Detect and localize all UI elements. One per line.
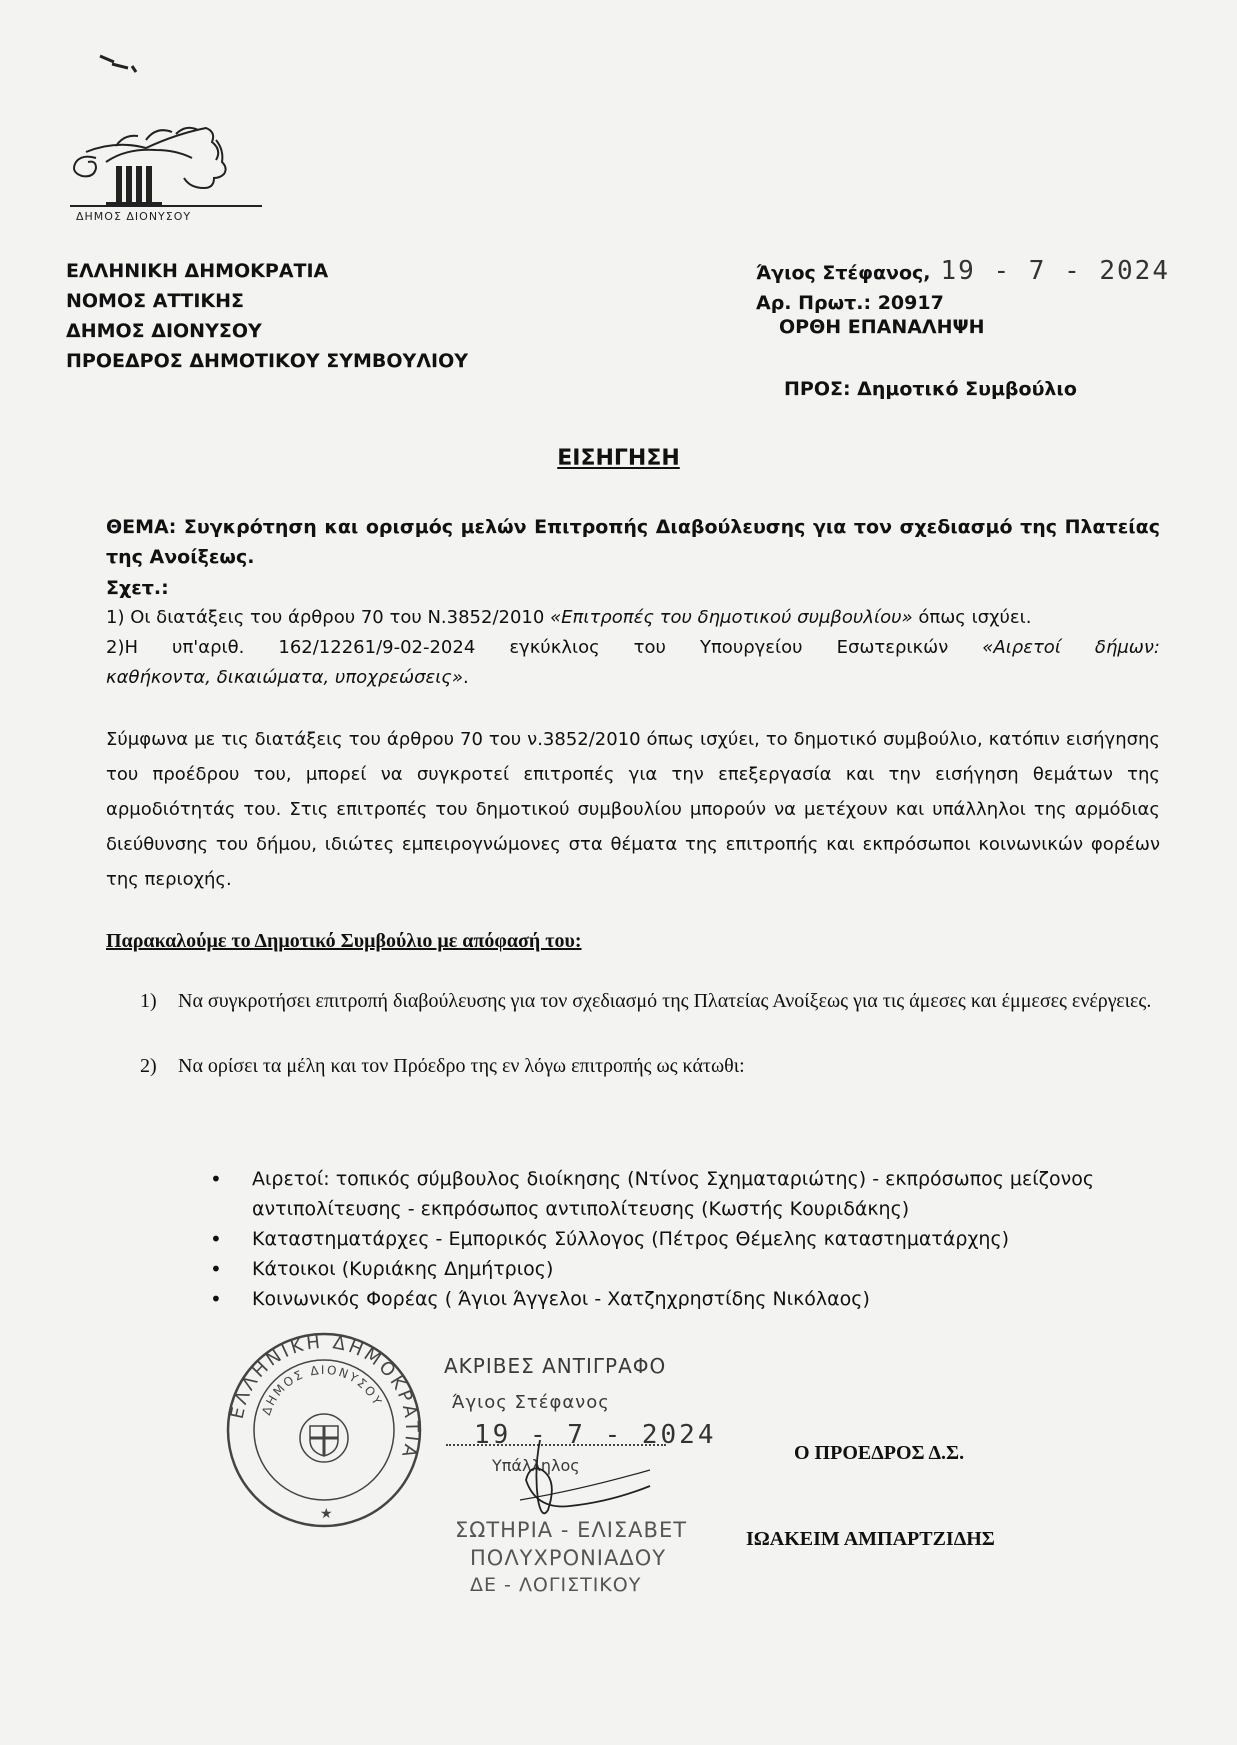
bullet-icon: • [210,1167,222,1191]
handwritten-date: 19 - 7 - 2024 [940,256,1170,286]
municipality-logo [66,118,266,230]
svg-text:ΔΗΜΟΣ ΔΙΟΝΥΣΟΥ [259,1363,385,1417]
logo-text: ΔΗΜΟΣ ΔΙΟΝΥΣΟΥ [76,210,192,223]
header-line: ΝΟΜΟΣ ΑΤΤΙΚΗΣ [66,290,245,312]
stamp-handwritten-date: 19 - 7 - 2024 [474,1420,717,1450]
document-heading: ΕΙΣΗΓΗΣΗ [557,446,680,471]
certified-copy-stamp: ΑΚΡΙΒΕΣ ΑΝΤΙΓΡΑΦΟ [444,1354,667,1378]
header-left [66,256,468,376]
body-paragraph: Σύμφωνα με τις διατάξεις του άρθρου 70 του ν.3852/2010 όπως ισχύει, το δημοτικό συμβούλιο, κατόπιν εισήγησης του προέδρου του, μπορεί να συγκροτεί επιτροπές για την επεξεργασία και την εισήγηση θεμάτων της αρμοδιότητάς του. Στις επιτροπές του δημοτικού συμβουλίου μπορούν να μετέχουν και υπάλληλοι της αρμόδιας διεύθυνσης του δήμου, ιδιώτες εμπειρογνώμονες στα θέματα της επιτροπής και εκπρόσωποι κοινωνικών φορέων της περιοχής. [106,729,1160,890]
seal-inner-text: ΔΗΜΟΣ ΔΙΟΝΥΣΟΥ [259,1362,386,1418]
subject: ΘΕΜΑ: Συγκρότηση και ορισμός μελών Επιτροπής Διαβούλευσης για τον σχεδιασμό της Πλατείας της Ανοίξεως. [106,516,1160,568]
reference-1: 1) Οι διατάξεις του άρθρου 70 του Ν.3852/2010 «Επιτροπές του δημοτικού συμβουλίου» όπως ισχύει. [106,607,1032,628]
dionysus-head-logo [66,118,266,208]
numbered-list [140,986,1160,1116]
refs-label: Σχετ.: [106,577,169,599]
greek-coat-of-arms-icon [300,1414,348,1462]
stamp-employee-surname: ΠΟΛΥΧΡΟΝΙΑΔΟΥ [470,1546,667,1570]
signatory-title: Ο ΠΡΟΕΔΡΟΣ Δ.Σ. [794,1442,965,1464]
request-heading: Παρακαλούμε το Δημοτικό Συμβούλιο με απόφασή του: [106,930,582,952]
header-line: ΕΛΛΗΝΙΚΗ ΔΗΜΟΚΡΑΤΙΑ [66,260,329,282]
place-label: Άγιος Στέφανος, [756,262,931,284]
official-seal [224,1330,424,1530]
seal-star-icon: ★ [320,1506,333,1522]
bullet-icon: • [210,1287,222,1311]
list-item: • Αιρετοί: τοπικός σύμβουλος διοίκησης (Ντίνος Σχηματαριώτης) - εκπρόσωπος μείζονος αντιπολίτευσης - εκπρόσωπος αντιπολίτευσης (Κωστής Κουριδάκης) [210,1164,1160,1224]
header-line: ΠΡΟΕΔΡΟΣ ΔΗΜΟΤΙΚΟΥ ΣΥΜΒΟΥΛΙΟΥ [66,350,468,372]
references [106,577,1160,693]
stamp-place: Άγιος Στέφανος [452,1392,610,1413]
signatory-name: ΙΩΑΚΕΙΜ ΑΜΠΑΡΤΖΙΔΗΣ [746,1528,995,1550]
header-line: ΔΗΜΟΣ ΔΙΟΝΥΣΟΥ [66,320,262,342]
reference-2-line-1: 2)Η υπ'αριθ. 162/12261/9-02-2024 εγκύκλιος του Υπουργείου Εσωτερικών «Αιρετοί δήμων: [106,637,1160,658]
reference-2-line-2: καθήκοντα, δικαιώματα, υποχρεώσεις». [106,667,469,688]
bullet-icon: • [210,1257,222,1281]
list-item: • Κοινωνικός Φορέας ( Άγιοι Άγγελοι - Χατζηχρηστίδης Νικόλαος) [210,1284,1160,1314]
list-item: 1) Να συγκροτήσει επιτροπή διαβούλευσης για τον σχεδιασμό της Πλατείας Ανοίξεως για τις άμεσες και έμμεσες ενέργειες. [140,990,1152,1012]
bullet-icon: • [210,1227,222,1251]
header-right [756,256,1170,318]
protocol-number: Αρ. Πρωτ.: 20917 [756,292,944,314]
stamp-role: Υπάλληλος [492,1456,580,1475]
stamp-department: ΔΕ - ΛΟΓΙΣΤΙΚΟΥ [470,1574,642,1596]
seal-outer-text: ΕΛΛΗΝΙΚΗ ΔΗΜΟΚΡΑΤΙΑ [226,1331,423,1463]
members-list [210,1164,1160,1314]
correct-repeat-label: ΟΡΘΗ ΕΠΑΝΑΛΗΨΗ [779,316,985,338]
list-item: • Κάτοικοι (Κυριάκης Δημήτριος) [210,1254,1160,1284]
list-item: 2) Να ορίσει τα μέλη και τον Πρόεδρο της εν λόγω επιτροπής ως κάτωθι: [140,1055,745,1077]
recipient: ΠΡΟΣ: Δημοτικό Συμβούλιο [784,378,1077,400]
stamp-employee-name: ΣΩΤΗΡΙΑ - ΕΛΙΣΑΒΕΤ [455,1518,688,1542]
scan-mark [98,52,142,74]
list-item: • Καταστηματάρχες - Εμπορικός Σύλλογος (Πέτρος Θέμελης καταστηματάρχης) [210,1224,1160,1254]
